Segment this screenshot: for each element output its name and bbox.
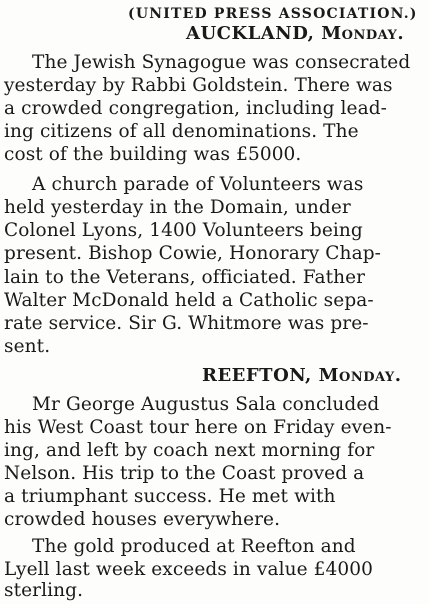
- text-line: yesterday by Rabbi Goldstein. There was: [4, 75, 393, 96]
- agency-heading: (UNITED PRESS ASSOCIATION.): [128, 6, 418, 22]
- text-line: The Jewish Synagogue was consecrated: [32, 52, 411, 73]
- text-line: a crowded congregation, including lead-: [4, 98, 387, 119]
- text-line: rate service. Sir G. Whitmore was pre-: [4, 313, 369, 334]
- dateline-reefton: REEFTON, Monday.: [202, 365, 402, 386]
- text-line: his West Coast tour here on Friday even-: [4, 417, 392, 438]
- text-line: present. Bishop Cowie, Honorary Chap-: [4, 243, 381, 264]
- text-line: The gold produced at Reefton and: [32, 536, 356, 557]
- text-line: lain to the Veterans, officiated. Father: [4, 267, 366, 288]
- text-line: Mr George Augustus Sala concluded: [32, 394, 380, 415]
- text-line: sent.: [4, 336, 51, 357]
- text-line: sterling.: [4, 580, 84, 601]
- text-line: ing, and left by coach next morning for: [4, 440, 375, 461]
- text-line: A church parade of Volunteers was: [32, 174, 364, 195]
- text-line: held yesterday in the Domain, under: [4, 197, 351, 218]
- text-line: a triumphant success. He met with: [4, 486, 336, 507]
- text-line: cost of the building was £5000.: [4, 144, 302, 165]
- text-line: Colonel Lyons, 1400 Volunteers being: [4, 220, 363, 241]
- dateline-auckland: AUCKLAND, Monday.: [186, 23, 405, 44]
- text-line: Nelson. His trip to the Coast proved a: [4, 463, 365, 484]
- text-line: crowded houses everywhere.: [4, 509, 281, 530]
- text-line: Lyell last week exceeds in value £4000: [4, 559, 374, 580]
- text-line: ing citizens of all denominations. The: [4, 121, 359, 142]
- text-line: Walter McDonald held a Catholic sepa-: [4, 290, 374, 311]
